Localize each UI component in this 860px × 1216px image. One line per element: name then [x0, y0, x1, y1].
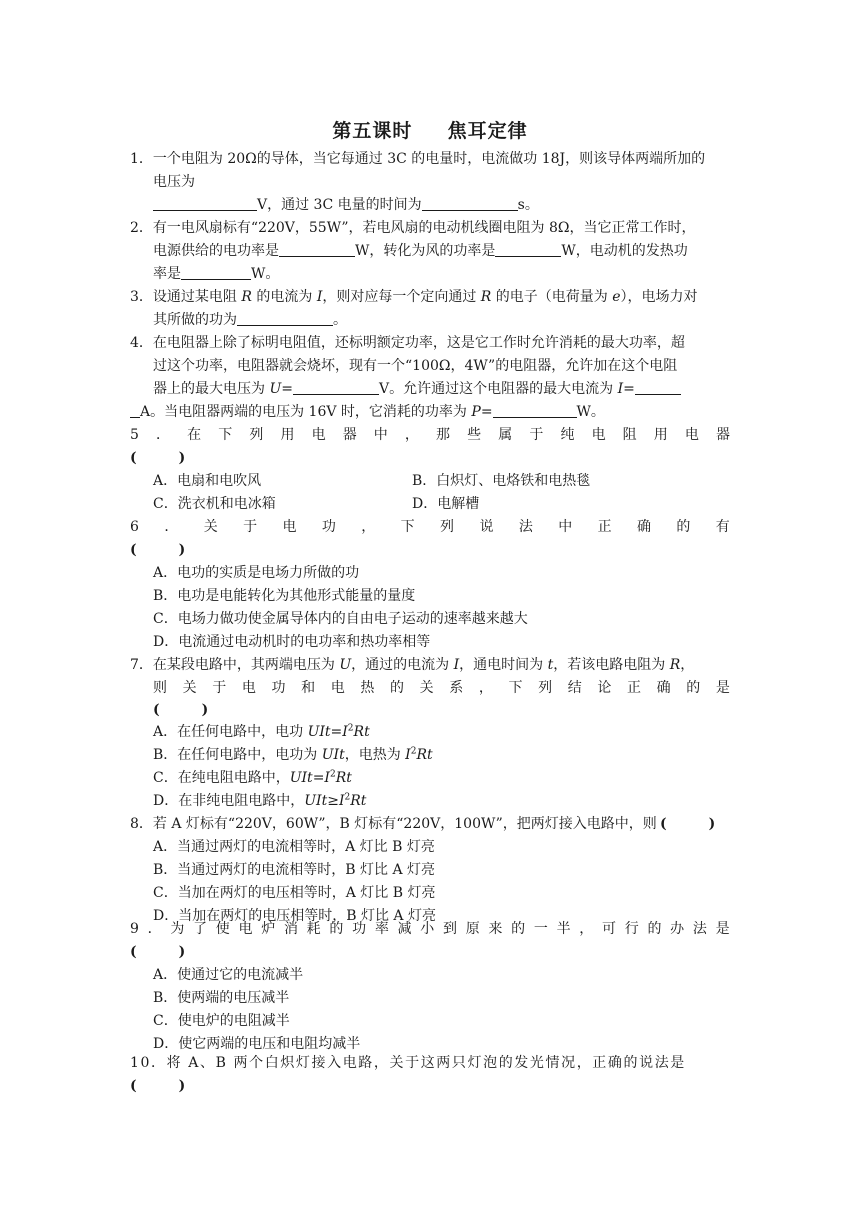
q4-text-eq2: = [623, 381, 635, 397]
q7-stem-char: 关 [419, 680, 434, 696]
q7-b-exponent: 2 [410, 746, 417, 757]
q5-stem-char: 用 [280, 427, 295, 443]
q5-stem-char: 电 [311, 427, 326, 443]
q1-text-a: V，通过 3C 电量的时间为 [257, 197, 422, 213]
q6-option-d[interactable]: D．电流通过电动机时的电功率和热功率相等 [153, 634, 431, 650]
q1-line1: 1．一个电阻为 20Ω的导体，当它每通过 3C 的电量时，电流做功 18J，则该导体两端所加的 [130, 151, 706, 167]
q7-d-formula: UIt [304, 793, 328, 809]
q7-a-exponent: 2 [347, 723, 354, 734]
q8-option-b[interactable]: B．当通过两灯的电流相等时，B 灯比 A 灯亮 [153, 862, 436, 878]
q3-text-g: 。 [333, 312, 347, 328]
q3-text-d: 的电子（电荷量为 [491, 289, 613, 305]
q4-line4 [130, 401, 605, 423]
q5-stem-char: 于 [529, 427, 544, 443]
q2-text-d: 率是 [153, 266, 181, 282]
q7-option-c[interactable] [153, 767, 352, 789]
page-title: 第五课时 焦耳定律 [332, 120, 528, 142]
q3-text-a: 3．设通过某电阻 [130, 289, 242, 305]
q7-b-formula: Rt [416, 747, 433, 763]
q9-option-a[interactable]: A．使通过它的电流减半 [153, 967, 304, 983]
q5-stem-char: 中 [373, 427, 388, 443]
q9-stem-char: 使 [215, 921, 230, 937]
q6-stem-char: 的 [676, 519, 691, 535]
q7-a-formula: UIt [307, 724, 331, 740]
q7-option-a[interactable] [153, 721, 370, 743]
q6-stem-char: 6 [130, 519, 139, 535]
q7-d-ge: ≥ [327, 793, 339, 809]
q7-stem-char: 是 [715, 680, 730, 696]
q7-stem-char: 的 [686, 680, 701, 696]
q6-stem-char: 于 [243, 519, 258, 535]
q7-var-u: U [339, 657, 352, 673]
q5-stem [130, 424, 730, 446]
q5-stem-char: 用 [653, 427, 668, 443]
q9-stem-char: 耗 [306, 921, 321, 937]
q9-stem-char: 的 [647, 921, 662, 937]
q7-stem-char: 论 [597, 680, 612, 696]
q7-c-formula: Rt [335, 770, 352, 786]
q4-line3 [153, 378, 681, 400]
q7-stem-char: 和 [301, 680, 316, 696]
q7-line2 [153, 677, 730, 699]
q7-d-text: D．在非纯电阻电路中， [153, 793, 305, 809]
q9-stem-char: 炉 [261, 921, 276, 937]
q5-stem-char: 些 [467, 427, 482, 443]
q7-b-text: B．在任何电路中，电功为 [153, 747, 322, 763]
q7-c-eq: = [312, 770, 325, 786]
q6-stem-char: 确 [637, 519, 651, 535]
q7-c-formula: UIt [289, 770, 313, 786]
q5-stem-char: ， [404, 427, 419, 443]
q6-stem-char: 有 [715, 519, 730, 535]
q9-stem-char: 一 [533, 921, 548, 937]
q3-line1 [130, 286, 698, 308]
q7-text-e: ， [680, 657, 695, 673]
q9-stem-char: 功 [352, 921, 367, 937]
q5-stem-char: 器 [342, 427, 357, 443]
q4-var-p: P [471, 404, 481, 420]
q5-option-c[interactable]: C．洗衣机和电冰箱 [153, 496, 276, 512]
q9-stem-char: 是 [715, 921, 730, 937]
q7-a-formula: Rt [353, 724, 370, 740]
q6-stem-char: 下 [400, 519, 415, 535]
q9-stem-char: 办 [670, 921, 685, 937]
q3-var-i: I [316, 289, 323, 305]
q8-option-c[interactable]: C．当加在两灯的电压相等时，A 灯比 B 灯亮 [153, 885, 436, 901]
q1-blank-time[interactable] [422, 194, 518, 211]
q4-text-d: W。 [576, 404, 605, 420]
q4-text-c: A。当电阻器两端的电压为 16V 时，它消耗的功率为 [140, 404, 472, 420]
q4-text-eq1: = [281, 381, 293, 397]
q2-text-b: W，转化为风的功率是 [355, 243, 496, 259]
q9-option-b[interactable]: B．使两端的电压减半 [153, 990, 290, 1006]
q5-option-a[interactable]: A．电扇和电吹风 [153, 473, 262, 489]
q9-stem-char: 行 [624, 921, 639, 937]
q7-stem-char: 则 [153, 680, 167, 696]
q9-stem-char: 消 [283, 921, 298, 937]
q7-var-r: R [669, 657, 681, 673]
q5-stem-char: 那 [436, 427, 451, 443]
q6-stem-char: 法 [518, 519, 533, 535]
q4-blank-current-cont[interactable] [130, 401, 140, 418]
q9-option-d[interactable]: D．使它两端的电压和电阻均减半 [153, 1036, 361, 1052]
q7-option-b[interactable] [153, 744, 433, 766]
q7-b-formula: UIt [321, 747, 345, 763]
q3-text-c: ，则对应每一个定向通过 [322, 289, 481, 305]
q7-answer-paren[interactable]: ( ) [153, 702, 209, 718]
q6-stem-char: ． [164, 519, 179, 535]
q7-option-d[interactable] [153, 790, 366, 812]
q7-stem-char: 于 [212, 680, 227, 696]
q5-option-d[interactable]: D．电解槽 [412, 496, 480, 512]
q4-blank-power[interactable] [493, 401, 577, 418]
q4-text-a: 器上的最大电压为 [153, 381, 270, 397]
q9-answer-paren[interactable]: ( ) [130, 944, 186, 960]
q5-stem-char: 器 [716, 427, 730, 443]
q4-line2: 过这个功率，电阻器就会烧坏，现有一个“100Ω，4W”的电阻器，允许加在这个电阻 [153, 358, 678, 374]
q9-stem-char: 为 [170, 921, 185, 937]
q7-d-formula: I [338, 793, 345, 809]
q7-a-eq: = [330, 724, 343, 740]
q7-c-exponent: 2 [329, 769, 336, 780]
q7-text-a: 7．在某段电路中，其两端电压为 [130, 657, 340, 673]
q7-stem-char: 正 [627, 680, 641, 696]
q4-blank-voltage[interactable] [293, 378, 379, 395]
q6-stem-char: 电 [282, 519, 297, 535]
q3-text-b: 的电流为 [251, 289, 317, 305]
q2-text-c: W，电动机的发热功 [561, 243, 688, 259]
q7-stem-char: 结 [567, 680, 582, 696]
q7-c-text: C．在纯电阻电路中， [153, 770, 290, 786]
q5-stem-char: 属 [498, 427, 513, 443]
q5-answer-paren[interactable]: ( ) [130, 450, 186, 466]
q5-option-b[interactable]: B．白炽灯、电烙铁和电热毯 [412, 473, 591, 489]
q2-blank-heat-power[interactable] [181, 263, 251, 280]
q6-stem-char: 中 [558, 519, 573, 535]
q3-var-e: e [612, 289, 621, 305]
q9-stem-char: 原 [465, 921, 480, 937]
q7-b-text: ，电热为 [344, 747, 406, 763]
q9-stem-char: 法 [692, 921, 707, 937]
q4-text-eq3: = [480, 404, 493, 420]
q7-stem-char: ， [478, 680, 493, 696]
q7-a-text: A．在任何电路中，电功 [153, 724, 308, 740]
q7-stem-char: 功 [271, 680, 286, 696]
q9-stem-char: 可 [602, 921, 617, 937]
q7-b-formula: I [405, 747, 411, 763]
q2-line2 [153, 240, 688, 262]
q7-stem-char: 确 [656, 680, 671, 696]
q6-answer-paren[interactable]: ( ) [130, 542, 186, 558]
q7-stem-char: 的 [390, 680, 404, 696]
q9-stem-char: 9 [130, 921, 139, 937]
q2-blank-wind-power[interactable] [495, 240, 561, 257]
q8-option-d[interactable]: D．当加在两灯的电压相等时，B 灯比 A 灯亮 [153, 908, 436, 924]
q5-stem-char: 在 [187, 427, 202, 443]
q6-stem-char: ， [361, 519, 376, 535]
q7-text-b: ，通过的电流为 [351, 657, 454, 673]
q9-stem-char: 电 [238, 921, 253, 937]
q4-line1: 4．在电阻器上除了标明电阻值，还标明额定功率，这是它工作时允许消耗的最大功率，超 [130, 335, 685, 351]
q1-line2: 电压为 [153, 174, 195, 190]
q4-blank-current[interactable] [635, 378, 681, 395]
q1-line3 [153, 194, 539, 216]
q9-stem-char: 来 [488, 921, 503, 937]
q3-var-r: R [241, 289, 252, 305]
q7-text-c: ，通电时间为 [459, 657, 548, 673]
q2-blank-power-in[interactable] [279, 240, 355, 257]
q2-line1: 2．有一电风扇标有“220V，55W”，若电风扇的电动机线圈电阻为 8Ω，当它正常工作时， [130, 220, 696, 236]
q5-stem-char: 纯 [560, 427, 575, 443]
q6-stem-char: 说 [479, 519, 494, 535]
q9-stem-char: 的 [511, 921, 526, 937]
q7-stem-char: 下 [508, 680, 523, 696]
q4-text-b: V。允许通过这个电阻器的最大电流为 [379, 381, 618, 397]
q2-text-e: W。 [251, 266, 280, 282]
q3-text-e: ），电场力对 [620, 289, 698, 305]
q5-stem-char: 阻 [622, 427, 637, 443]
q5-stem-char: 电 [684, 427, 699, 443]
q2-text-a: 电源供给的电功率是 [153, 243, 279, 259]
q7-stem-char: 热 [360, 680, 375, 696]
q7-var-t: t [547, 657, 554, 673]
q9-option-c[interactable]: C．使电炉的电阻减半 [153, 1013, 290, 1029]
q7-stem-char: 列 [538, 680, 553, 696]
q6-option-c[interactable]: C．电场力做功使金属导体内的自由电子运动的速率越来越大 [153, 611, 528, 627]
q7-stem-char: 电 [330, 680, 345, 696]
q7-d-formula: Rt [350, 793, 367, 809]
q8-option-a[interactable]: A．当通过两灯的电流相等时，A 灯比 B 灯亮 [153, 839, 435, 855]
q5-stem-char: 下 [218, 427, 233, 443]
q9-stem [130, 918, 730, 940]
q7-stem-char: 关 [182, 680, 197, 696]
q9-stem-char: 了 [193, 921, 208, 937]
q6-stem-char: 正 [597, 519, 612, 535]
q4-var-u: U [269, 381, 282, 397]
q7-text-d: ，若该电路电阻为 [553, 657, 670, 673]
q7-stem-char: 系 [449, 680, 464, 696]
q6-stem-char: 关 [203, 519, 218, 535]
q10-stem: 10．将 A、B 两个白炽灯接入电路，关于这两只灯泡的发光情况，正确的说法是 [130, 1055, 686, 1071]
q5-stem-char: ． [156, 427, 171, 443]
q3-blank-work[interactable] [237, 309, 333, 326]
q9-stem-char: 小 [420, 921, 435, 937]
q9-stem-char: 的 [329, 921, 344, 937]
q9-stem-char: 率 [374, 921, 389, 937]
q10-answer-paren[interactable]: ( ) [130, 1078, 186, 1094]
q3-var-r2: R [480, 289, 492, 305]
q7-var-i: I [453, 657, 460, 673]
q6-option-a[interactable]: A．电功的实质是电场力所做的功 [153, 565, 360, 581]
q5-stem-char: 5 [130, 427, 139, 443]
q8-answer-paren[interactable]: ( ) [660, 816, 716, 832]
q5-stem-char: 列 [249, 427, 264, 443]
q9-stem-char: 减 [397, 921, 412, 937]
q2-line3 [153, 263, 279, 285]
q6-option-b[interactable]: B．电功是电能转化为其他形式能量的量度 [153, 588, 416, 604]
q1-blank-voltage[interactable] [153, 194, 257, 211]
q6-stem-char: 列 [440, 519, 455, 535]
q7-a-formula: I [342, 724, 348, 740]
q9-stem-char: ， [579, 921, 594, 937]
q8-stem: 8．若 A 灯标有“220V，60W”，B 灯标有“220V，100W”，把两灯接入电路中，则 [130, 816, 657, 832]
q7-line1 [130, 654, 694, 676]
q7-c-formula: I [324, 770, 330, 786]
q6-stem-char: 功 [321, 519, 336, 535]
q7-stem-char: 电 [241, 680, 256, 696]
q4-var-i: I [617, 381, 624, 397]
q7-d-exponent: 2 [344, 792, 351, 803]
q3-text-f: 其所做的功为 [153, 312, 237, 328]
q6-stem [130, 516, 730, 538]
q9-stem-char: 半 [556, 921, 571, 937]
q3-line2 [153, 309, 347, 331]
q9-stem-char: ． [147, 921, 162, 937]
q1-text-b: s。 [517, 197, 539, 213]
q5-stem-char: 电 [591, 427, 606, 443]
q9-stem-char: 到 [442, 921, 457, 937]
